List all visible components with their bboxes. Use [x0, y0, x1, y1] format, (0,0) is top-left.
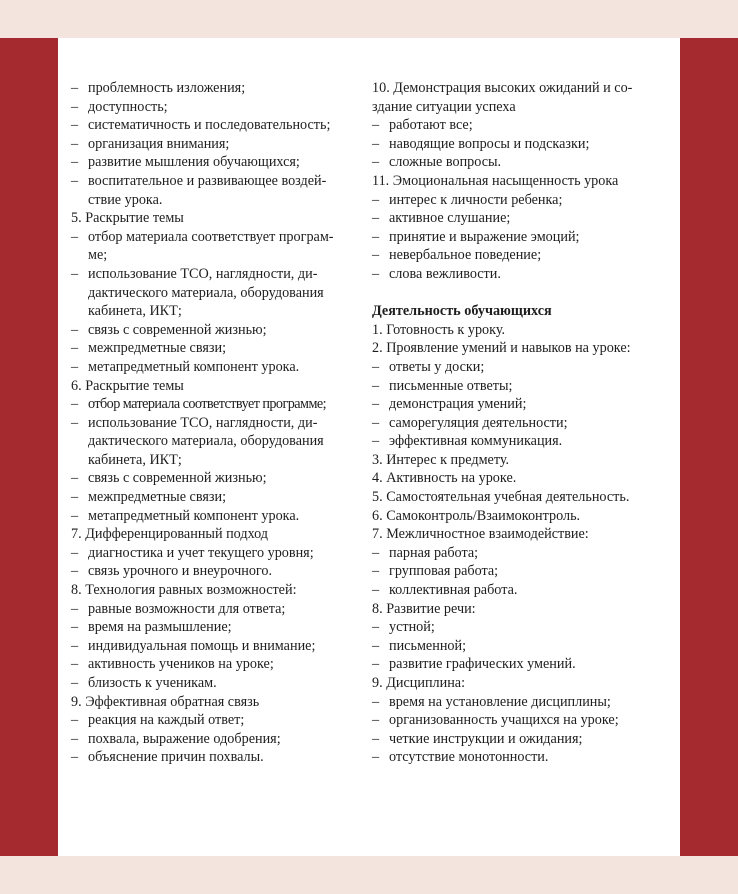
list-item-text: устной; [389, 619, 435, 636]
list-dash: – [71, 80, 79, 96]
criterion-heading: 5. Самостоятельная учебная деятельность. [372, 489, 630, 506]
list-item-text: время на установление дисциплины; [389, 693, 611, 710]
criterion-heading: 5. Раскрытие темы [71, 210, 184, 227]
list-dash: – [372, 637, 380, 654]
criterion-heading: 2. Проявление умений и навыков на уроке: [372, 340, 631, 357]
list-dash: – [372, 544, 380, 561]
criterion-heading: 4. Активность на уроке. [372, 470, 517, 487]
list-item [71, 748, 356, 767]
criterion-heading: здание ситуации успеха [372, 98, 516, 115]
list-item-text: эффективная коммуникация. [389, 433, 563, 450]
list-item [71, 135, 356, 154]
criterion-heading: 3. Интерес к предмету. [372, 451, 510, 468]
criterion-heading: 6. Самоконтроль/Взаимоконтроль. [372, 507, 581, 524]
list-item-text: слова вежливости. [389, 265, 501, 282]
list-item [71, 321, 356, 340]
list-item-text: принятие и выражение эмоций; [389, 228, 580, 245]
list-item [372, 544, 662, 563]
list-item-text: отбор материала соответствует программе; [88, 396, 327, 413]
list-item [71, 544, 356, 563]
list-dash: – [71, 507, 79, 524]
list-dash: – [372, 433, 380, 450]
list-item [71, 600, 356, 619]
list-item [372, 265, 662, 284]
list-item [71, 395, 356, 414]
list-dash: – [372, 358, 380, 375]
list-dash: – [71, 228, 79, 245]
list-dash: – [372, 191, 380, 208]
list-dash: – [71, 358, 79, 375]
section-heading: Деятельность обучающихся [372, 303, 552, 320]
list-item [71, 358, 356, 377]
list-item-text: организованность учащихся на уроке; [389, 712, 619, 729]
list-dash: – [372, 693, 380, 710]
list-item-text: отсутствие монотонности. [389, 749, 549, 766]
list-item-text: доступность; [88, 98, 168, 115]
list-item [372, 693, 662, 712]
list-item-text: интерес к личности ребенка; [389, 191, 563, 208]
list-item-continuation: дактического материала, оборудования [88, 284, 324, 301]
list-dash: – [71, 340, 79, 357]
list-dash: – [372, 582, 380, 599]
criterion-heading: 8. Развитие речи: [372, 600, 476, 617]
list-item [71, 637, 356, 656]
list-dash: – [71, 730, 79, 747]
list-dash: – [71, 414, 79, 431]
list-dash: – [372, 210, 380, 227]
list-item [71, 228, 356, 247]
list-item-text: демонстрация умений; [389, 396, 527, 413]
list-item-text: невербальное поведение; [389, 247, 542, 264]
list-item [71, 674, 356, 693]
list-dash: – [71, 396, 79, 413]
list-dash: – [372, 377, 380, 394]
list-dash: – [372, 749, 380, 766]
criterion-heading: 9. Эффективная обратная связь [71, 693, 260, 710]
list-item [71, 116, 356, 135]
list-item-text: реакция на каждый ответ; [88, 712, 245, 729]
list-item-text: близость к ученикам. [88, 675, 217, 691]
list-item [372, 153, 662, 172]
list-dash: – [372, 712, 380, 729]
list-item [372, 116, 662, 135]
list-item-text: саморегуляция деятельности; [389, 414, 568, 431]
right-red-band [680, 38, 738, 856]
list-item [372, 711, 662, 730]
list-item-text: воспитательное и развивающее воздей- [88, 172, 327, 189]
list-item [372, 432, 662, 451]
list-item [71, 507, 356, 526]
list-item-text: коллективная работа. [389, 582, 518, 599]
list-dash: – [372, 563, 380, 580]
list-item [372, 637, 662, 656]
list-dash: – [71, 489, 79, 506]
list-item [372, 414, 662, 433]
section-spacer [372, 284, 662, 303]
list-item-continuation: ме; [88, 247, 108, 264]
list-dash: – [71, 321, 79, 338]
list-item [71, 730, 356, 749]
criterion-heading: 7. Дифференцированный подход [71, 526, 269, 543]
list-dash: – [372, 135, 380, 152]
document-page [58, 38, 680, 856]
left-column [71, 79, 356, 767]
criterion-heading: 10. Демонстрация высоких ожиданий и со- [372, 80, 633, 96]
right-column [372, 79, 662, 767]
criterion-heading: 9. Дисциплина: [372, 675, 466, 691]
list-dash: – [372, 265, 380, 282]
list-item [71, 655, 356, 674]
list-item-text: активное слушание; [389, 210, 511, 227]
list-item-text: развитие мышления обучающихся; [88, 154, 300, 171]
list-dash: – [372, 730, 380, 747]
list-item [71, 172, 356, 191]
list-dash: – [71, 265, 79, 282]
list-dash: – [71, 117, 79, 134]
list-item [372, 562, 662, 581]
list-item-text: ответы у доски; [389, 358, 485, 375]
list-item-text: проблемность изложения; [88, 80, 246, 96]
list-item-text: межпредметные связи; [88, 489, 227, 506]
list-item-text: активность учеников на уроке; [88, 656, 274, 673]
list-item [372, 618, 662, 637]
list-dash: – [71, 656, 79, 673]
list-item-text: письменные ответы; [389, 377, 513, 394]
list-dash: – [372, 619, 380, 636]
list-item-text: работают все; [389, 117, 473, 134]
list-item [71, 98, 356, 117]
list-item [372, 191, 662, 210]
criterion-heading: 6. Раскрытие темы [71, 377, 184, 394]
list-item-text: похвала, выражение одобрения; [88, 730, 281, 747]
list-item-text: индивидуальная помощь и внимание; [88, 637, 316, 654]
list-item-text: парная работа; [389, 544, 479, 561]
list-item-continuation: дактического материала, оборудования [88, 433, 324, 450]
list-dash: – [71, 712, 79, 729]
list-item-continuation: кабинета, ИКТ; [88, 451, 182, 468]
criterion-heading: 11. Эмоциональная насыщенность урока [372, 172, 619, 189]
list-item-text: развитие графических умений. [389, 656, 576, 673]
list-dash: – [71, 172, 79, 189]
list-dash: – [71, 563, 79, 580]
list-item-continuation: ствие урока. [88, 191, 163, 208]
list-item-text: четкие инструкции и ожидания; [389, 730, 583, 747]
list-item-text: систематичность и последовательность; [88, 117, 331, 134]
list-dash: – [71, 619, 79, 636]
list-item [372, 246, 662, 265]
list-dash: – [71, 544, 79, 561]
list-item-text: сложные вопросы. [389, 154, 502, 171]
list-dash: – [71, 749, 79, 766]
list-item-text: метапредметный компонент урока. [88, 507, 300, 524]
list-item [372, 655, 662, 674]
list-item [71, 618, 356, 637]
list-item [372, 748, 662, 767]
list-dash: – [71, 675, 79, 691]
criterion-heading: 1. Готовность к уроку. [372, 321, 506, 338]
list-dash: – [71, 154, 79, 171]
list-dash: – [71, 637, 79, 654]
list-item [71, 339, 356, 358]
list-dash: – [372, 414, 380, 431]
list-item [372, 228, 662, 247]
list-item-text: связь с современной жизнью; [88, 470, 267, 487]
list-dash: – [372, 247, 380, 264]
list-item [372, 209, 662, 228]
list-item [372, 730, 662, 749]
list-item [71, 469, 356, 488]
list-item [71, 265, 356, 284]
criterion-heading: 7. Межличностное взаимодействие: [372, 526, 589, 543]
list-item-text: связь урочного и внеурочного. [88, 563, 273, 580]
list-dash: – [372, 117, 380, 134]
list-item [71, 153, 356, 172]
list-item-text: равные возможности для ответа; [88, 600, 286, 617]
list-item [71, 711, 356, 730]
list-item [372, 395, 662, 414]
list-item [71, 488, 356, 507]
criterion-heading: 8. Технология равных возможностей: [71, 582, 297, 599]
list-item-text: организация внимания; [88, 135, 230, 152]
list-dash: – [372, 154, 380, 171]
list-item-continuation: кабинета, ИКТ; [88, 303, 182, 320]
list-dash: – [71, 98, 79, 115]
list-dash: – [71, 470, 79, 487]
list-item-text: использование ТСО, наглядности, ди- [88, 414, 318, 431]
list-item-text: метапредметный компонент урока. [88, 358, 300, 375]
list-item-text: использование ТСО, наглядности, ди- [88, 265, 318, 282]
list-item [372, 581, 662, 600]
list-item-text: отбор материала соответствует програм- [88, 228, 334, 245]
list-item [372, 135, 662, 154]
list-item-text: связь с современной жизнью; [88, 321, 267, 338]
list-dash: – [71, 135, 79, 152]
list-item-text: групповая работа; [389, 563, 499, 580]
list-item-text: время на размышление; [88, 619, 232, 636]
list-item [71, 414, 356, 433]
list-item [372, 377, 662, 396]
list-item [71, 79, 356, 98]
list-item [372, 358, 662, 377]
list-item [71, 562, 356, 581]
list-dash: – [372, 228, 380, 245]
list-item-text: письменной; [389, 637, 467, 654]
list-dash: – [71, 600, 79, 617]
left-red-band [0, 38, 58, 856]
list-item-text: межпредметные связи; [88, 340, 227, 357]
list-item-text: объяснение причин похвалы. [88, 749, 264, 766]
list-item-text: наводящие вопросы и подсказки; [389, 135, 590, 152]
list-dash: – [372, 396, 380, 413]
list-dash: – [372, 656, 380, 673]
list-item-text: диагностика и учет текущего уровня; [88, 544, 314, 561]
